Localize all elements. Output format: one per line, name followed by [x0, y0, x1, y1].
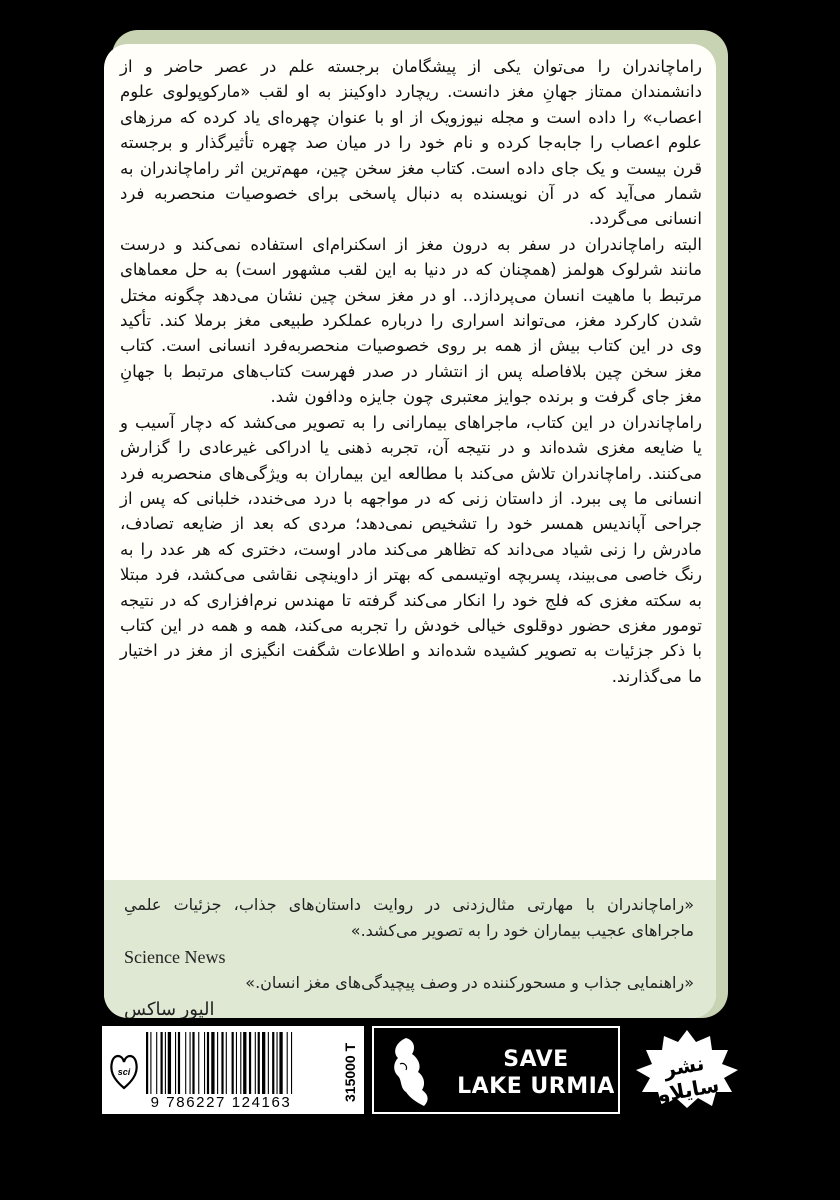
sci-logo-icon: [108, 1048, 140, 1092]
quote-2-source: الیور ساکس: [124, 999, 215, 1018]
barcode-bar: [217, 1032, 218, 1094]
barcode-block: [102, 1026, 364, 1114]
barcode-bar: [204, 1032, 205, 1094]
barcode-bar: [185, 1032, 186, 1094]
barcode-bar: [226, 1032, 227, 1094]
barcode-bar: [198, 1032, 199, 1094]
barcode-bar: [192, 1032, 194, 1094]
barcode-bar: [232, 1032, 234, 1094]
barcode-bar: [291, 1032, 292, 1094]
barcode-bar: [161, 1032, 163, 1094]
barcode-bar: [156, 1032, 157, 1094]
barcode-bar: [168, 1032, 171, 1094]
save-lake-urmia-box: [372, 1026, 620, 1114]
isbn-number: 9 786227 124163: [150, 1094, 292, 1111]
blurb-card: [104, 44, 716, 1018]
quote-2-text: «راهنمایی جذاب و مسحورکننده در وصف پیچیدگی‌های مغز انسان.»: [245, 973, 694, 992]
barcode-bar: [287, 1032, 288, 1094]
barcode-bar: [190, 1032, 191, 1094]
save-line-2: LAKE URMIA: [457, 1074, 615, 1099]
blurb-paragraph-2: البته راماچاندران در سفر به درون مغز از اسکنرام‌ای استفاده نمی‌کند و درست مانند شرلوک هولمز (همچنان که در دنیا به این لقب مشهور است) به حل معماهای مرتبط با ماهیت انسان می‌پردازد.. او در مغز سخن چین نشان می‌دهد چگونه مختل شدن کارکرد مغز، می‌تواند اسراری را درباره عملکرد طبیعی مغز برملا کند. تأکید وی در این کتاب بیش از همه بر روی خصوصیات منحصربه‌فرد انسانی است. کتاب مغز سخن چین بلافاصله پس از انتشار در صدر فهرست کتاب‌های مرتبط با جهانِ مغز جای گرفت و برنده جوایز معتبری چون جایزه ودافون شد.: [120, 234, 702, 407]
save-lake-urmia-text: [456, 1046, 616, 1100]
barcode-bar: [240, 1032, 241, 1094]
quote-box: [104, 880, 716, 1018]
barcode-bar: [165, 1032, 166, 1094]
publisher-logo-text: نشر سایلاو: [655, 1050, 721, 1108]
sci-logo-text: sci: [117, 1067, 131, 1077]
blurb-paragraph-1: راماچاندران را می‌توان یکی از پیشگامان برجسته علم در عصر حاضر و از دانشمندان ممتاز جهانِ مغز دانست. ریچارد داوکینز به او لقب «مارکوپولوی علوم اعصاب» را داده است و مجله نیوزویک از او با عنوان چهره‌ای یاد کرده که مرزهای علوم اعصاب را جابه‌جا کرده و نام خود را در میان صد چهره تأثیرگذار و برجسته قرن بیست و یک جای داده است. کتاب مغز سخن چین، مهم‌ترین اثر راماچاندران به شمار می‌آید که در آن نویسنده به دنبال پاسخی برای خصوصیات منحصربه فرد انسانی می‌گردد.: [120, 57, 702, 229]
barcode-bar: [277, 1032, 278, 1094]
barcode-bar: [221, 1032, 223, 1094]
barcode-bar: [268, 1032, 269, 1094]
barcode-bar: [207, 1032, 209, 1094]
barcode-bar: [279, 1032, 282, 1094]
barcode-bar: [272, 1032, 274, 1094]
barcode-bar: [178, 1032, 180, 1094]
barcode-bar: [175, 1032, 176, 1094]
barcode-bar: [255, 1032, 256, 1094]
quote-1-source: Science News: [124, 947, 226, 967]
quote-1-text: «راماچاندران با مهارتی مثال‌زدنی در روایت داستان‌های جذاب، جزئیات علمیِ ماجراهای عجیب بیماران خود را به تصویر می‌کشد.»: [124, 895, 694, 940]
save-line-1: SAVE: [503, 1047, 569, 1072]
blurb-paragraph-3: راماچاندران در این کتاب، ماجراهای بیمارانی را به تصویر می‌کشد که دچار آسیب و یا ضایعه مغزی شده‌اند و در نتیجه آن، تجربه ذهنی یا ادراکی غیرعادی را گزارش می‌کنند. راماچاندران تلاش می‌کند با مطالعه این بیماران به ویژگی‌های منحصربه فرد انسانی ما پی ببرد. از داستان زنی که در مواجهه با درد می‌خندد، خلبانی که پس از جراحی آپاندیس همسر خود را تشخیص نمی‌دهد؛ مردی که بعد از ضایعه تصادف، مادرش را زنی شیاد می‌داند که تظاهر می‌کند مادر اوست، دختری که هر عدد را به رنگ خاصی می‌بیند، پسربچه اوتیسمی که بهتر از داوینچی نقاشی می‌کشد، فرد مبتلا به سکته مغزی که فلج خود را انکار می‌کند گرفته تا مهندس نرم‌افزاری که در نتیجه تومور مغزی حضور دوقلوی خیالی خودش را تجربه می‌کند، همه و همه در این کتاب با ذکر جزئیات به تصویر کشیده شده‌اند و اطلاعات شگفت انگیزی از مغز در اختیار ما می‌گذارند.: [120, 412, 702, 686]
barcode-bar: [243, 1032, 246, 1094]
price-label: 315000 T: [342, 1042, 358, 1102]
blurb-text: [104, 44, 716, 689]
barcode-bars: [144, 1032, 336, 1094]
barcode-bar: [146, 1032, 148, 1094]
barcode-bar: [249, 1032, 251, 1094]
barcode-bar: [211, 1032, 214, 1094]
lake-urmia-map-icon: [384, 1036, 446, 1108]
barcode-bar: [150, 1032, 151, 1094]
barcode-bar: [236, 1032, 237, 1094]
barcode-bar: [258, 1032, 260, 1094]
barcode-bar: [262, 1032, 265, 1094]
